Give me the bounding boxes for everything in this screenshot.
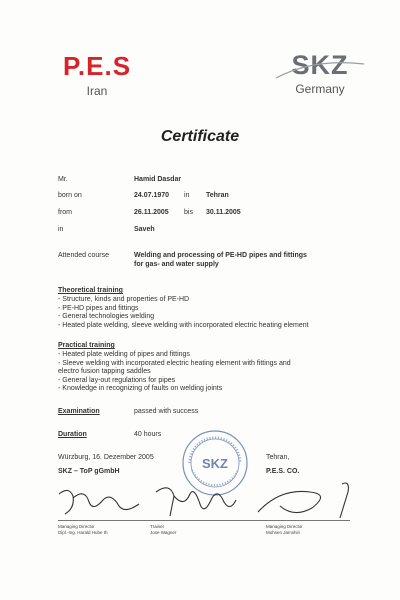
pes-logo-text: P.E.S — [62, 51, 132, 81]
born-label: born on — [58, 192, 82, 199]
skz-swoosh-icon — [274, 56, 366, 84]
examination-label: Examination — [58, 408, 100, 415]
course-label: Attended course — [58, 252, 109, 259]
practical-item: - Knowledge in recognizing of faults on welding joints — [58, 385, 223, 393]
location-in-label: in — [58, 226, 64, 233]
practical-item: - General lay-out regulations for pipes — [58, 376, 176, 384]
course-line-2: for gas- and water supply — [134, 261, 219, 268]
skz-logo — [270, 50, 370, 96]
from-label: from — [58, 209, 72, 216]
bis-label: bis — [184, 209, 193, 216]
from-date: 26.11.2005 — [134, 209, 169, 216]
sig2-name: Jose Wagner — [150, 530, 177, 535]
footer-right-org: P.E.S. CO. — [266, 468, 300, 475]
signature-left — [55, 484, 145, 520]
theoretical-heading: Theoretical training — [58, 287, 123, 294]
mr-label: Mr. — [58, 176, 68, 183]
practical-item: - Sleeve welding with incorporated electric heating element with fittings and — [58, 359, 291, 367]
theoretical-item: - Heated plate welding, sleeve welding with incorporated electric heating element — [58, 321, 309, 329]
theoretical-item: - Structure, kinds and properties of PE-HD — [58, 296, 190, 303]
mr-value: Hamid Dasdar — [134, 176, 182, 183]
sig3-name: Mohsen Jamshiri — [266, 530, 301, 535]
examination-value: passed with success — [134, 408, 199, 415]
signature-right — [250, 478, 360, 522]
duration-value: 40 hours — [134, 431, 162, 438]
practical-item: electro fusion tapping saddles — [58, 368, 151, 376]
sig1-name: Dipl.-Ing. Harald Hube th — [58, 530, 108, 535]
theoretical-item: - General technologies welding — [58, 313, 155, 321]
practical-list — [58, 351, 291, 394]
duration-label: Duration — [58, 431, 87, 438]
course-line-1: Welding and processing of PE-HD pipes and fittings — [134, 252, 307, 259]
born-in-label: in — [184, 192, 190, 199]
sig1-role: Managing Director — [58, 524, 95, 529]
footer-left-org: SKZ – ToP gGmbH — [58, 468, 120, 475]
born-place: Tehran — [206, 192, 229, 199]
sig2-role: Trainer — [150, 524, 165, 529]
pes-country: Iran — [86, 84, 108, 98]
footer-left-place-date: Würzburg, 16. Dezember 2005 — [58, 454, 154, 461]
seal-text: SKZ — [202, 456, 228, 471]
signature-middle — [150, 478, 240, 522]
practical-item: - Heated plate welding of pipes and fittings — [58, 351, 190, 358]
sig3-role: Managing Director — [266, 524, 303, 529]
pes-logo — [54, 52, 140, 98]
born-date: 24.07.1970 — [134, 192, 170, 199]
signature-line — [58, 520, 350, 521]
footer-right-place: Tehran, — [266, 454, 290, 461]
theoretical-list — [58, 296, 309, 330]
location-value: Saveh — [134, 226, 155, 233]
to-date: 30.11.2005 — [206, 209, 241, 216]
practical-heading: Practical training — [58, 342, 115, 349]
certificate-title: Certificate — [160, 128, 240, 145]
skz-logo-text: SKZ — [291, 50, 349, 80]
theoretical-item: - PE-HD pipes and fittings — [58, 304, 139, 312]
skz-country: Germany — [295, 82, 345, 96]
